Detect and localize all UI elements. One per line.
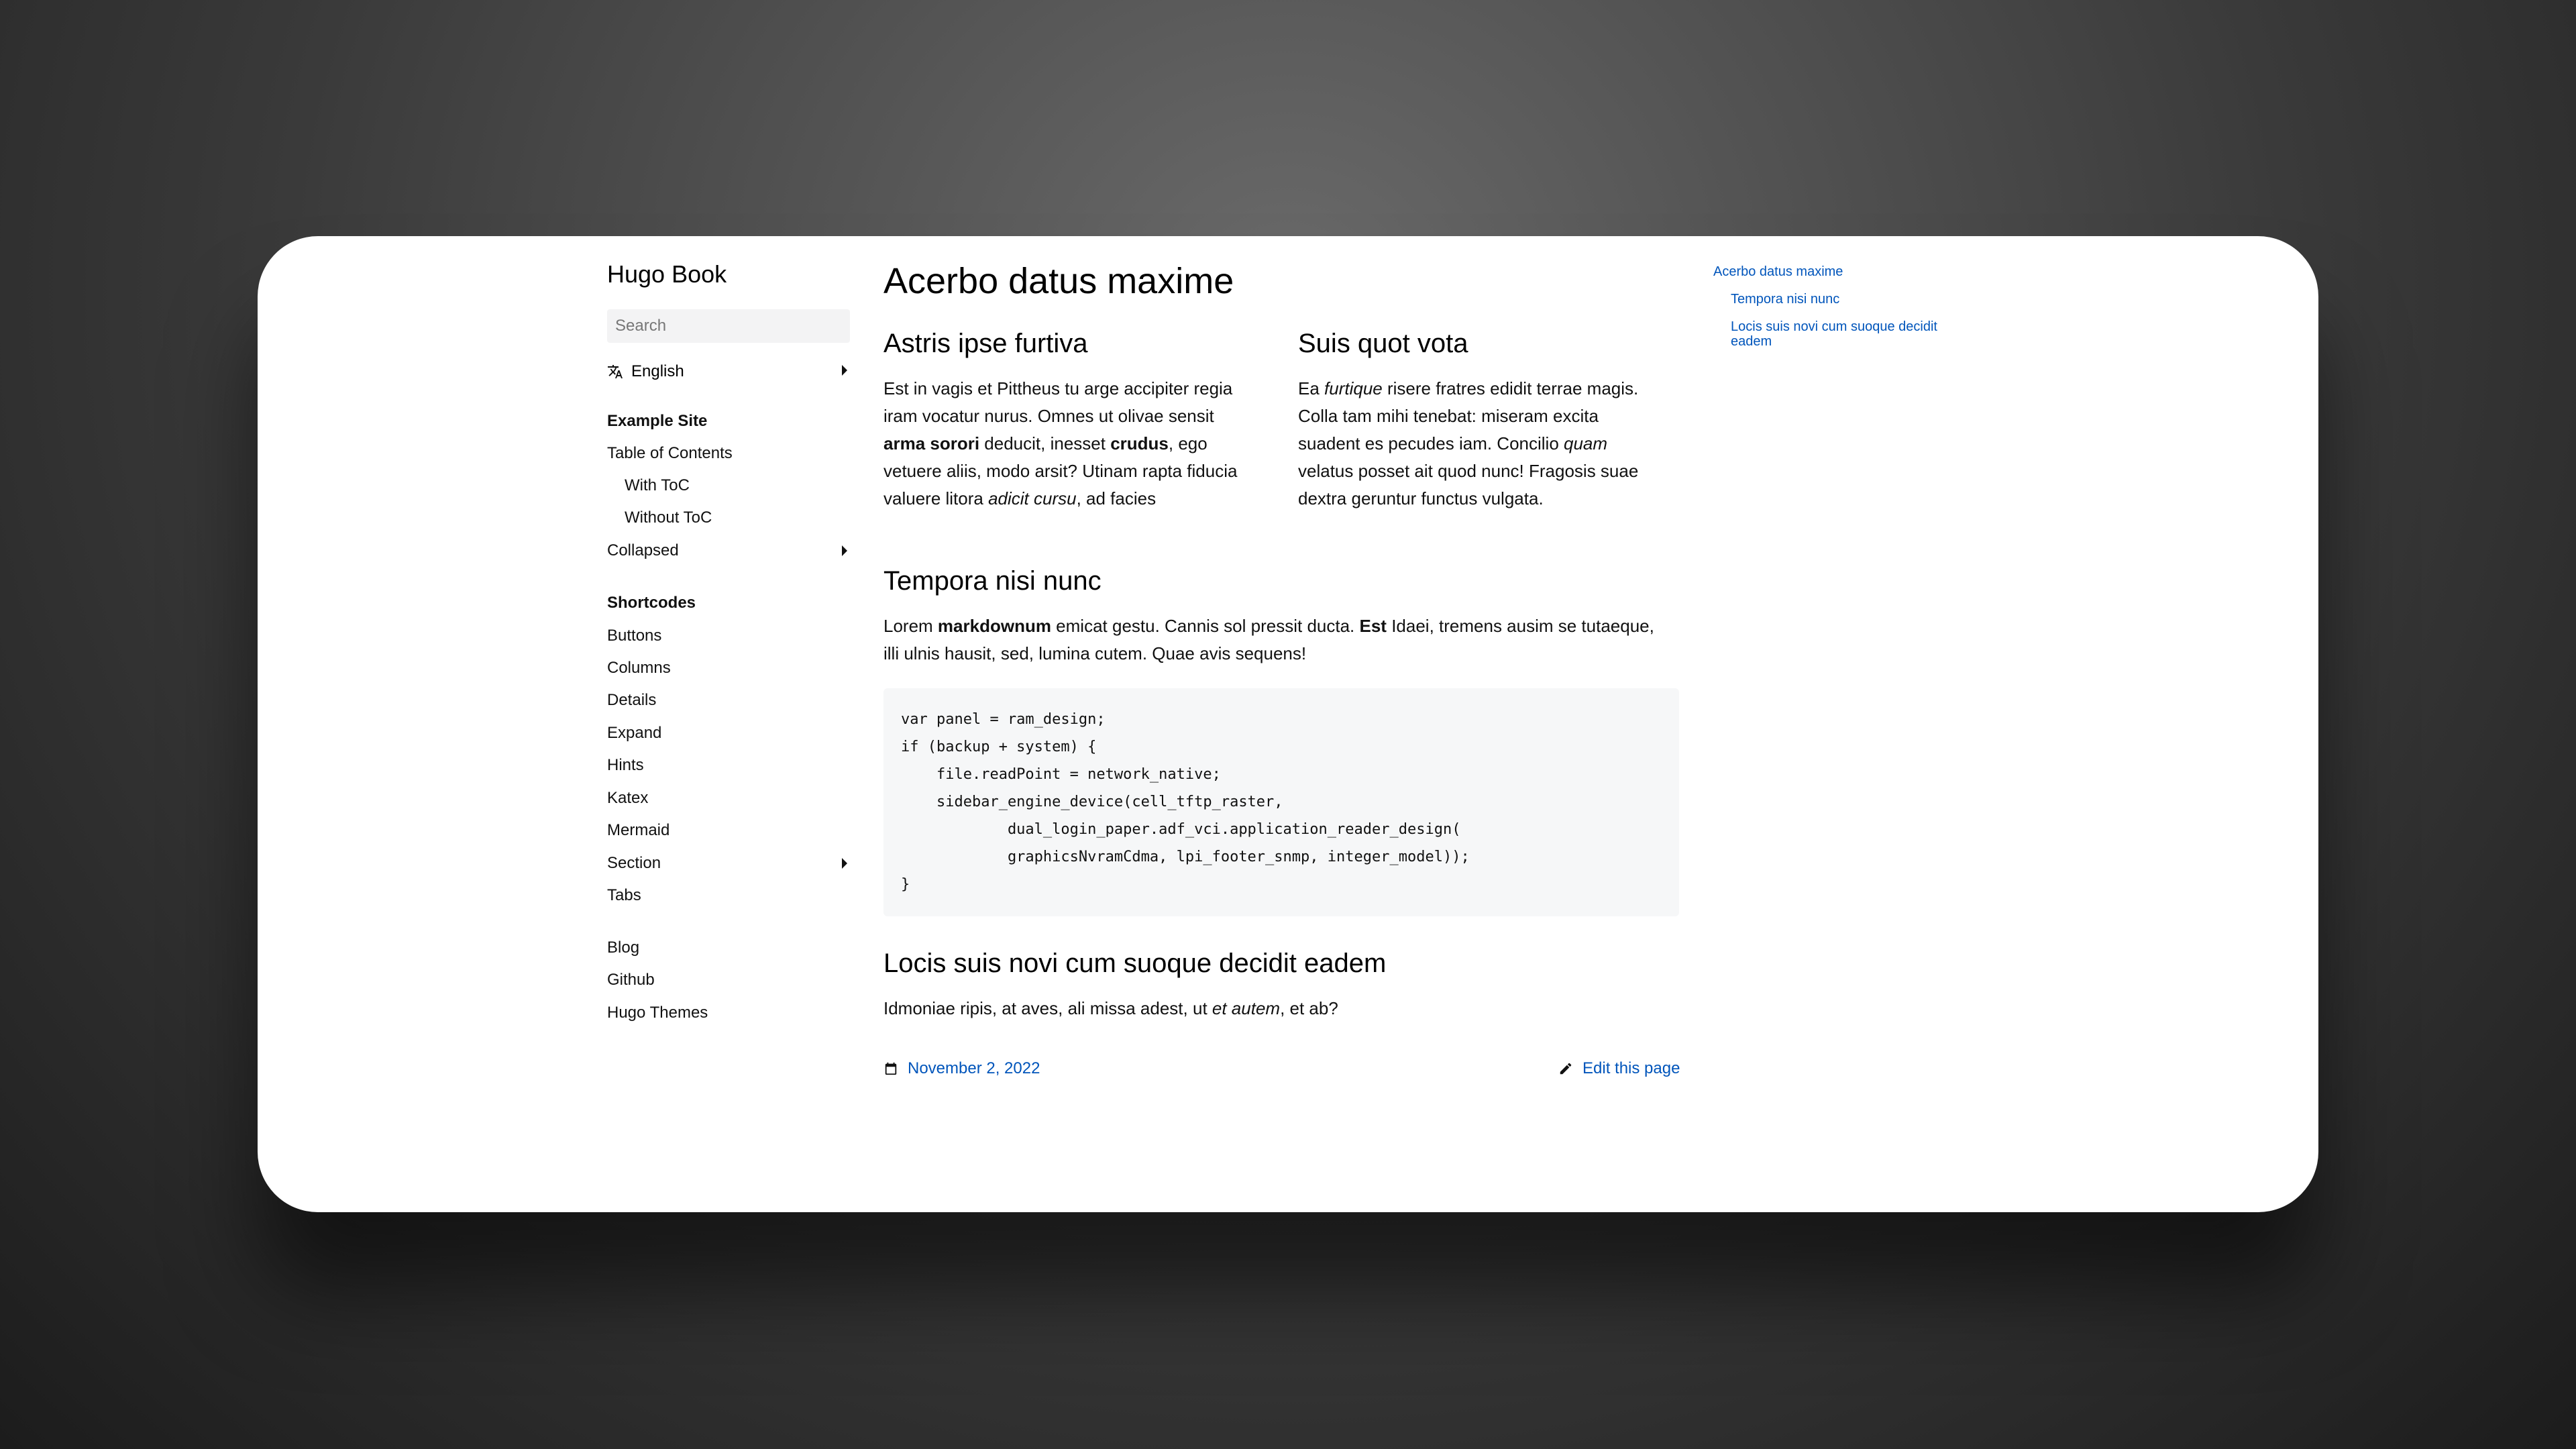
sidebar-item-label: Section: [607, 854, 661, 872]
sidebar-item-example-site[interactable]: Example Site: [607, 412, 708, 430]
sidebar-item-github[interactable]: Github: [607, 971, 655, 989]
sidebar-item-columns[interactable]: Columns: [607, 659, 671, 677]
column-paragraph-left: Est in vagis et Pittheus tu arge accipiter regia iram vocatur nurus. Omnes ut olivae sensit arma sorori deducit, inesset crudus, ego vetuere aliis, modo arsit? Utinam rapta fiducia valuere litora adicit cursu, ad facies: [883, 378, 1238, 508]
caret-right-icon: [842, 545, 847, 556]
code-block: var panel = ram_design; if (backup + system) { file.readPoint = network_native; sidebar_engine_device(cell_tftp_raster, dual_login_paper.adf_vci.application_reader_design( graphicsNvramCdma, lpi_footer_snmp, integer_model)); }: [883, 688, 1679, 916]
date-label: November 2, 2022: [908, 1059, 1040, 1077]
section-heading: Astris ipse furtiva: [883, 329, 1088, 358]
sidebar-item-shortcodes[interactable]: Shortcodes: [607, 594, 696, 612]
section-heading: Locis suis novi cum suoque decidit eadem: [883, 949, 1387, 978]
search-input[interactable]: [607, 309, 850, 343]
sidebar-item-without-toc[interactable]: Without ToC: [625, 508, 712, 527]
sidebar-item-tabs[interactable]: Tabs: [607, 886, 641, 904]
sidebar-item-label: Collapsed: [607, 541, 679, 559]
sidebar-item-table-of-contents[interactable]: Table of Contents: [607, 444, 733, 462]
pencil-icon: [1558, 1061, 1573, 1076]
toc-item[interactable]: Acerbo datus maxime: [1713, 264, 1843, 279]
sidebar-item-details[interactable]: Details: [607, 691, 657, 709]
site-brand[interactable]: Hugo Book: [607, 260, 727, 288]
section-heading: Suis quot vota: [1298, 329, 1468, 358]
toc-item[interactable]: Tempora nisi nunc: [1731, 292, 1840, 307]
sidebar-item-expand[interactable]: Expand: [607, 724, 662, 742]
sidebar-item-collapsed[interactable]: [607, 539, 850, 563]
sidebar-item-katex[interactable]: Katex: [607, 789, 649, 807]
sidebar-item-mermaid[interactable]: Mermaid: [607, 821, 670, 839]
sidebar-item-buttons[interactable]: Buttons: [607, 627, 662, 645]
sidebar-item-with-toc[interactable]: With ToC: [625, 476, 690, 494]
sidebar-item-blog[interactable]: Blog: [607, 938, 640, 957]
translate-icon: [607, 364, 623, 380]
page-title: Acerbo datus maxime: [883, 261, 1234, 301]
edit-page-link[interactable]: [1558, 1057, 1680, 1080]
sidebar-item-hints[interactable]: Hints: [607, 756, 644, 774]
toc-item[interactable]: Locis suis novi cum suoque decidit eadem: [1731, 319, 1937, 349]
language-label: English: [631, 362, 684, 380]
sidebar-item-hugo-themes[interactable]: Hugo Themes: [607, 1004, 708, 1022]
calendar-icon: [883, 1061, 898, 1076]
browser-window: [258, 236, 2318, 1212]
paragraph: Lorem markdownum emicat gestu. Cannis sol pressit ducta. Est Idaei, tremens ausim se tutaeque, illi ulnis hausit, sed, lumina cutem. Quae avis sequens!: [883, 616, 1654, 663]
last-modified-date-link[interactable]: [883, 1057, 1040, 1080]
column-paragraph-right: Ea furtique risere fratres edidit terrae magis. Colla tam mihi tenebat: miseram excita suadent es pecudes iam. Concilio quam velatus posset ait quod nunc! Fragosis suae dextra geruntur functus vulgata.: [1298, 378, 1639, 508]
sidebar-item-section[interactable]: [607, 851, 850, 875]
edit-label: Edit this page: [1582, 1059, 1680, 1077]
language-selector[interactable]: [607, 360, 850, 384]
paragraph: Idmoniae ripis, at aves, ali missa adest, ut et autem, et ab?: [883, 998, 1338, 1018]
caret-right-icon: [842, 858, 847, 869]
section-heading: Tempora nisi nunc: [883, 566, 1102, 596]
caret-right-icon: [842, 365, 847, 376]
